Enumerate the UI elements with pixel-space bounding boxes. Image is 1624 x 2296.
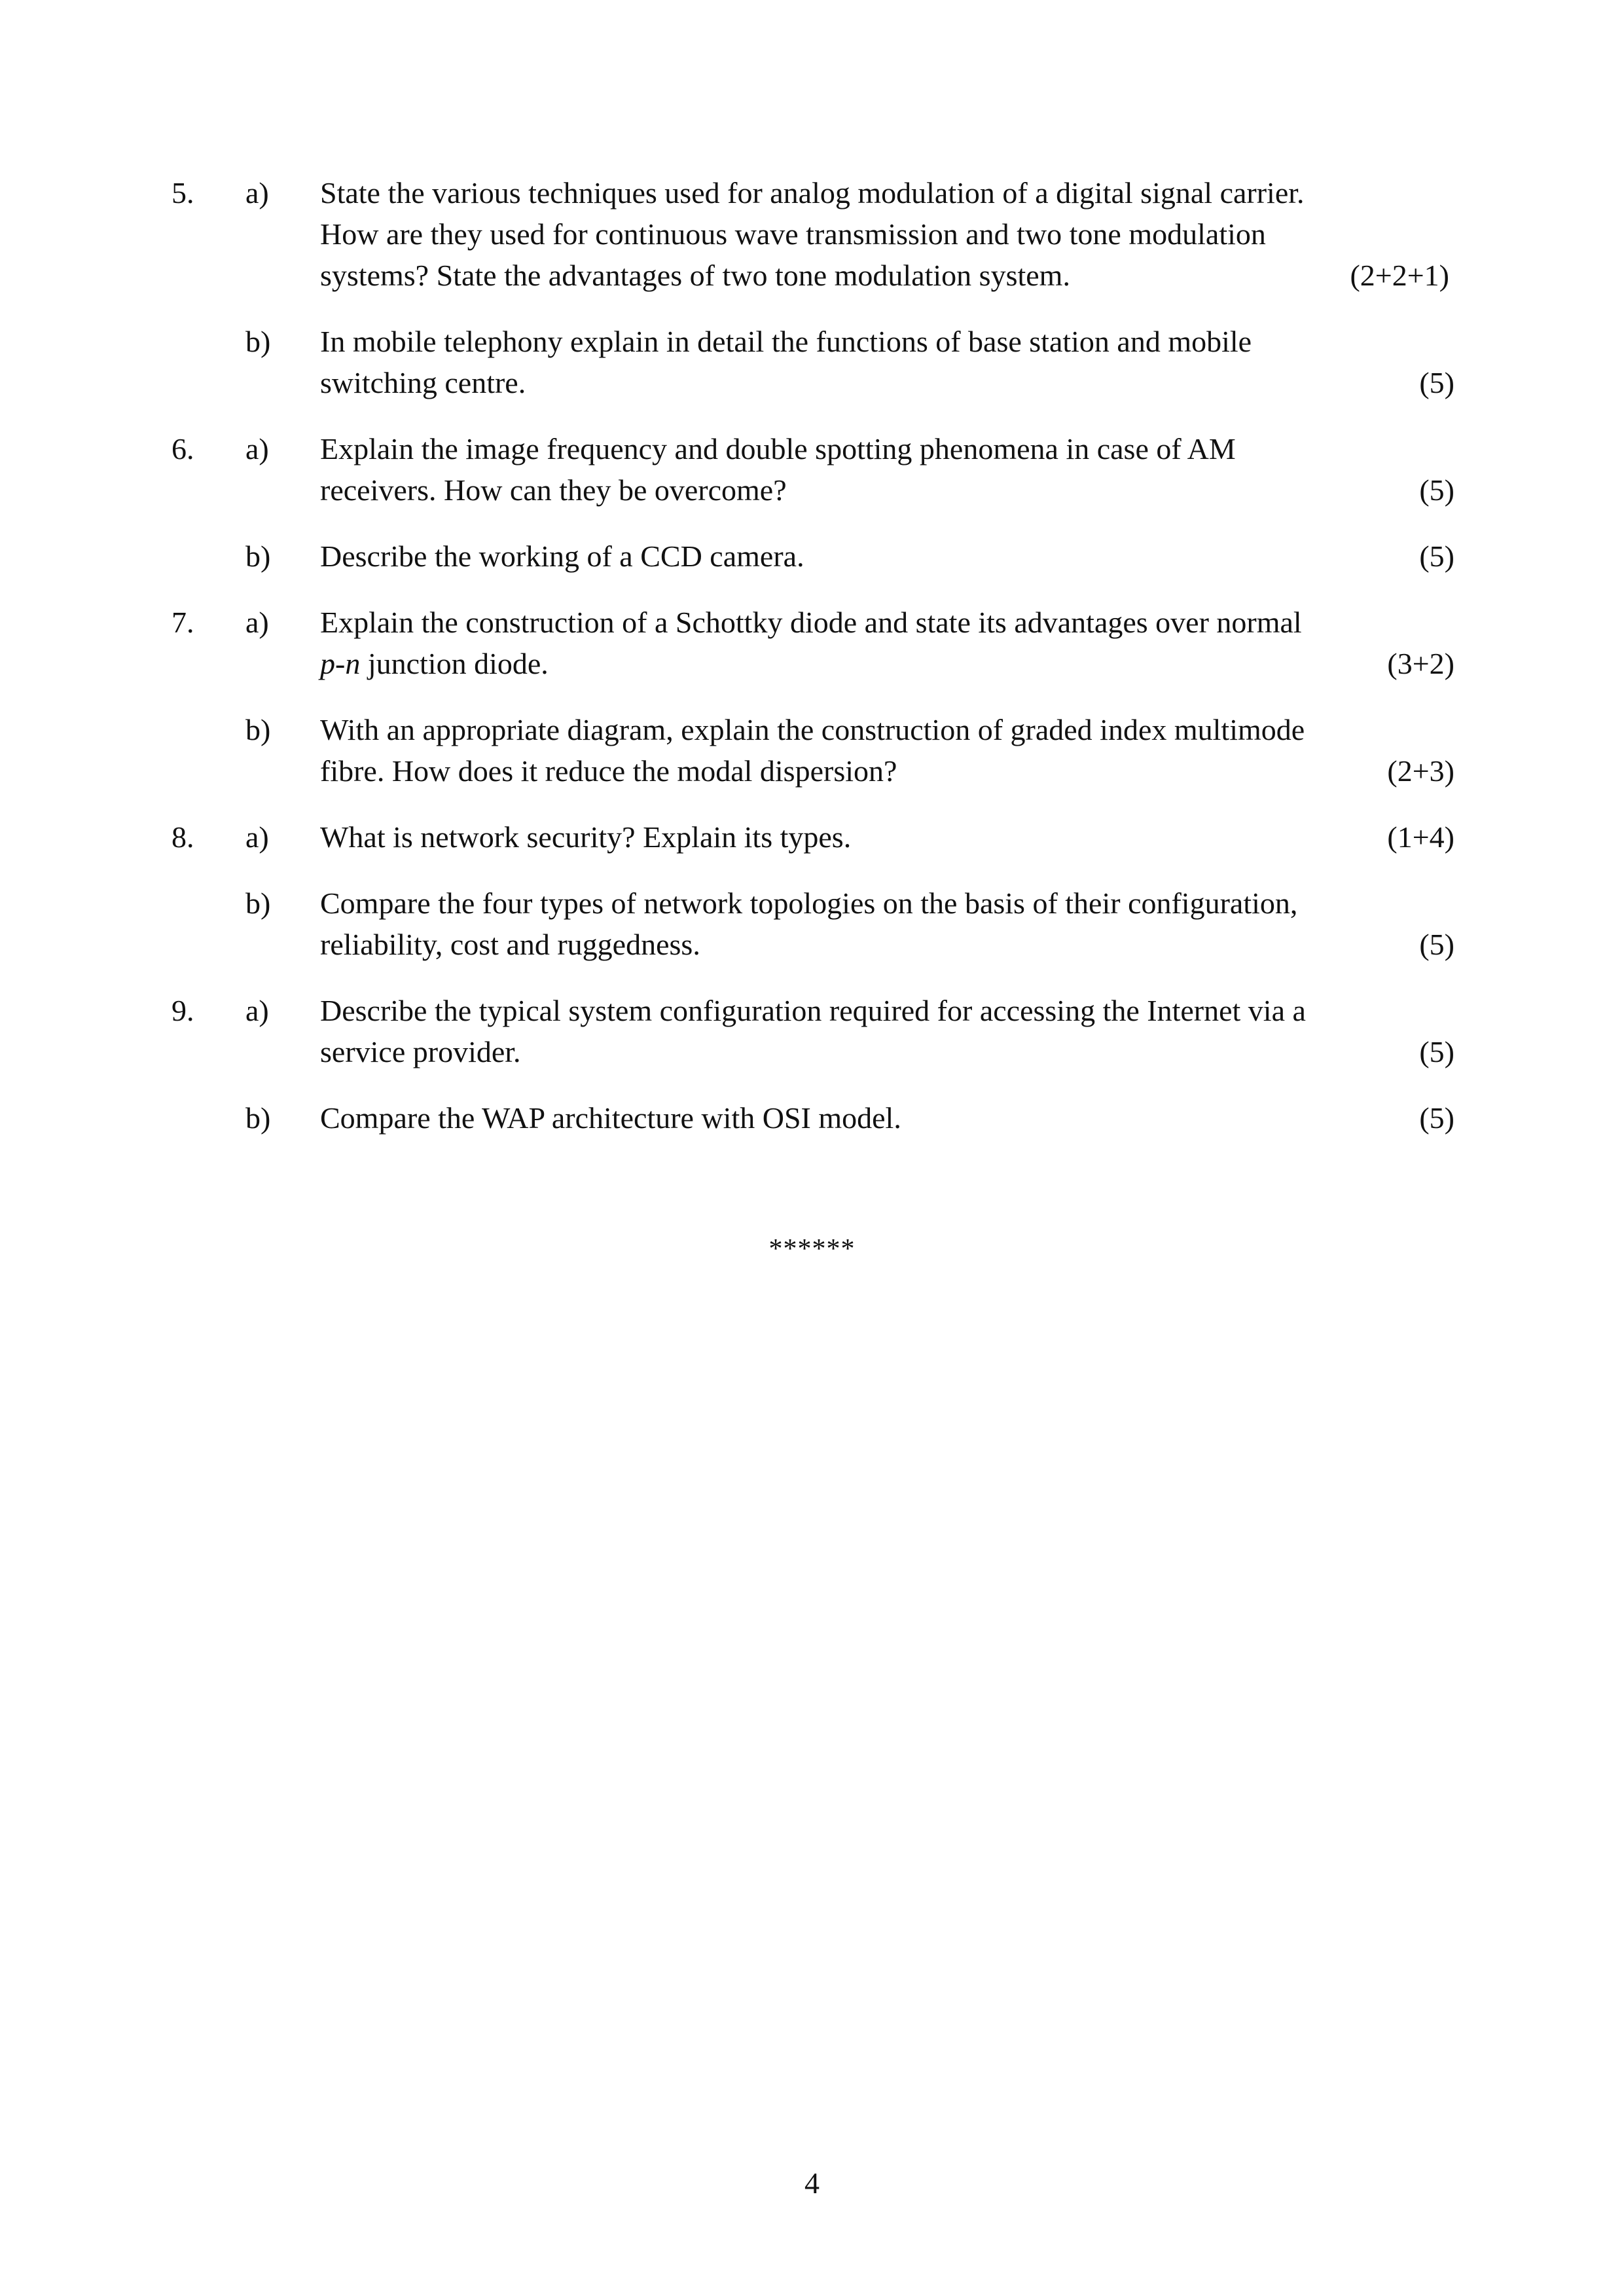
text-line-last [320, 643, 1454, 684]
part-label: b) [245, 886, 271, 920]
part-label: a) [245, 432, 269, 465]
text-line: State the various techniques used for analog modulation of a digital signal carrier. [320, 176, 1305, 210]
question-9b [171, 1097, 1454, 1139]
text-line-last [320, 255, 1454, 296]
part-label: a) [245, 606, 269, 639]
question-5b [171, 321, 1454, 403]
text-line: Compare the four types of network topologies on the basis of their configuration, [320, 886, 1298, 920]
text-line-last [320, 536, 1454, 577]
marks: (5) [1419, 473, 1454, 507]
text-line-content: service provider. [320, 1035, 521, 1068]
text-line-last [320, 469, 1454, 511]
text-line-content: Compare the WAP architecture with OSI model. [320, 1101, 901, 1135]
text-line-content: Describe the working of a CCD camera. [320, 539, 804, 573]
question-9a [171, 990, 1454, 1072]
text-line: Describe the typical system configuration required for accessing the Internet via a [320, 994, 1306, 1027]
text-line-content: systems? State the advantages of two tone modulation system. [320, 259, 1070, 292]
text-line-content: switching centre. [320, 366, 526, 399]
question-7b [171, 709, 1454, 792]
text-line-content: reliability, cost and ruggedness. [320, 928, 700, 961]
question-text [320, 990, 1454, 1072]
question-5a [171, 172, 1454, 296]
marks: (5) [1419, 928, 1454, 961]
text-line-content: junction diode. [367, 647, 549, 680]
question-6a [171, 428, 1454, 511]
text-line-last [320, 816, 1454, 858]
part-label: b) [245, 713, 271, 746]
marks: (2+3) [1387, 754, 1454, 788]
text-line: Explain the construction of a Schottky diode and state its advantages over normal [320, 606, 1302, 639]
text-line-content: fibre. How does it reduce the modal dispersion? [320, 754, 897, 788]
text-line-last [320, 1031, 1454, 1072]
question-8a [171, 816, 1454, 858]
part-label: a) [245, 176, 269, 210]
question-number: 8. [171, 820, 194, 854]
question-6b [171, 536, 1454, 577]
text-line: In mobile telephony explain in detail the functions of base station and mobile [320, 325, 1252, 358]
marks: (5) [1419, 366, 1454, 399]
marks: (1+4) [1387, 820, 1454, 854]
question-text [320, 536, 1454, 577]
question-8b [171, 883, 1454, 965]
question-list [171, 172, 1454, 1163]
text-line-last [320, 362, 1454, 403]
marks: (5) [1419, 1101, 1454, 1135]
text-line-content: receivers. How can they be overcome? [320, 473, 787, 507]
question-7a [171, 602, 1454, 684]
question-text [320, 172, 1454, 296]
question-text [320, 816, 1454, 858]
part-label: b) [245, 1101, 271, 1135]
marks: (5) [1419, 1035, 1454, 1068]
question-number: 7. [171, 606, 194, 639]
text-line: How are they used for continuous wave transmission and two tone modulation [320, 217, 1266, 251]
part-label: b) [245, 325, 271, 358]
page-number: 4 [804, 2166, 820, 2200]
question-text [320, 428, 1454, 511]
question-number: 9. [171, 994, 194, 1027]
part-label: a) [245, 820, 269, 854]
part-label: b) [245, 539, 271, 573]
text-line: Explain the image frequency and double spotting phenomena in case of AM [320, 432, 1236, 465]
question-text [320, 321, 1454, 403]
question-text [320, 883, 1454, 965]
marks: (2+2+1) [1350, 259, 1449, 292]
text-line-last [320, 1097, 1454, 1139]
text-line-last [320, 750, 1454, 792]
part-label: a) [245, 994, 269, 1027]
question-number: 6. [171, 432, 194, 465]
question-text [320, 1097, 1454, 1139]
text-line-content: What is network security? Explain its types. [320, 820, 852, 854]
marks: (3+2) [1387, 647, 1454, 680]
marks: (5) [1419, 539, 1454, 573]
end-of-paper-marker: ****** [768, 1234, 856, 1264]
italic-term: p-n [320, 647, 361, 680]
question-text [320, 709, 1454, 792]
question-text [320, 602, 1454, 684]
text-line-last [320, 924, 1454, 965]
question-number: 5. [171, 176, 194, 210]
text-line: With an appropriate diagram, explain the construction of graded index multimode [320, 713, 1305, 746]
